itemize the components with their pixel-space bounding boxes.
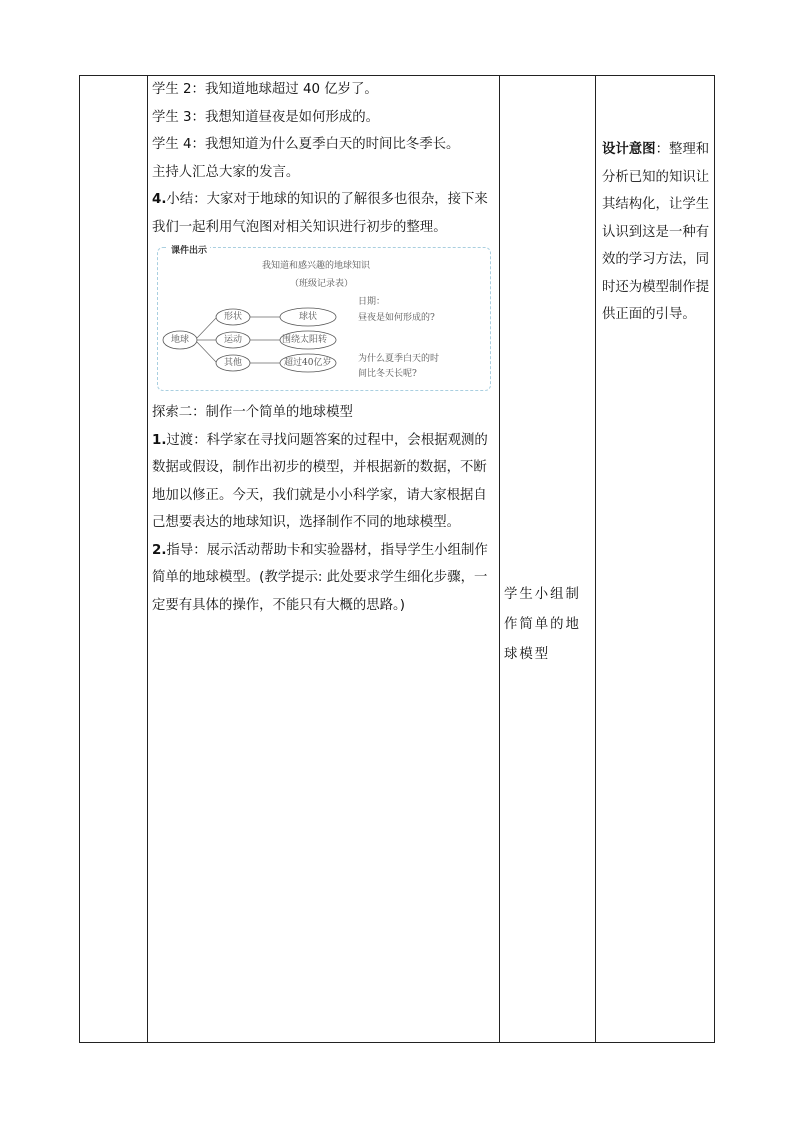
transition-paragraph [152,427,492,537]
student-2-line: 学生 2：我知道地球超过 40 亿岁了。 [152,82,378,97]
value-label-other: 超过40亿岁 [284,358,332,368]
courseware-tag: 课件出示 [168,245,210,257]
center-label: 地球 [171,335,190,345]
column-divider [147,76,148,1042]
branch-label-shape: 形状 [224,312,243,322]
transition-heading: 过渡 [166,432,194,448]
branch-label-motion: 运动 [224,335,243,345]
guidance-heading: 指导 [166,542,194,558]
note-question-1: 昼夜是如何形成的? [358,313,435,323]
column-divider [595,76,596,1042]
summary-paragraph [152,186,492,241]
student-3-line: 学生 3：我想知道昼夜是如何形成的。 [152,109,380,125]
summary-text: ：大家对于地球的知识的了解很多也很杂，接下来我们一起利用气泡图对相关知识进行初步的整理。 [152,192,488,235]
student-4-line: 学生 4：我想知道为什么夏季白天的时间比冬季长。 [152,137,460,152]
student-activity-text: 学生小组制作简单的地球模型 [504,587,581,662]
note-date: 日期： [358,297,386,307]
note-question-2a: 为什么夏季白天的时 [358,354,440,364]
diagram-subtitle: （班级记录表） [290,279,354,289]
summary-heading: 小结 [166,192,194,207]
value-label-motion: 围绕太阳转 [282,335,328,345]
transition-text: ：科学家在寻找问题答案的过程中，会根据观测的数据或假设，制作出初步的模型，并根据新的数据，不断地加以修正。今天，我们就是小小科学家，请大家根据自己想要表达的地球知识，选择制作不同的地球模型。 [152,432,488,530]
connector-line [197,342,216,362]
column-divider [499,76,500,1042]
transition-number: 1. [152,432,167,448]
design-intent-text: ：整理和分析已知的知识让其结构化，让学生认识到这是一种有效的学习方法，同时还为模型制作提供正面的引导。 [602,142,710,322]
branch-label-other: 其他 [224,358,243,368]
section-title: 探索二：制作一个简单的地球模型 [152,405,353,420]
guidance-number: 2. [152,542,167,558]
diagram-title: 我知道和感兴趣的地球知识 [262,261,371,271]
design-intent-cell [602,136,710,329]
connector-line [197,318,216,338]
teaching-content-cell [152,76,492,619]
summary-number: 4. [152,192,167,207]
host-summary-line: 主持人汇总大家的发言。 [152,164,300,180]
design-intent-label: 设计意图 [602,142,656,157]
guidance-text: ：展示活动帮助卡和实验器材，指导学生小组制作简单的地球模型。(教学提示: 此处要求学生细化步骤，一定要有具体的操作，不能只有大概的思路。) [152,542,488,613]
note-question-2b: 间比冬天长呢? [358,369,417,379]
value-label-shape: 球状 [299,312,318,322]
bubble-map-figure [157,247,491,391]
guidance-paragraph [152,537,492,620]
student-activity-cell [504,580,590,670]
